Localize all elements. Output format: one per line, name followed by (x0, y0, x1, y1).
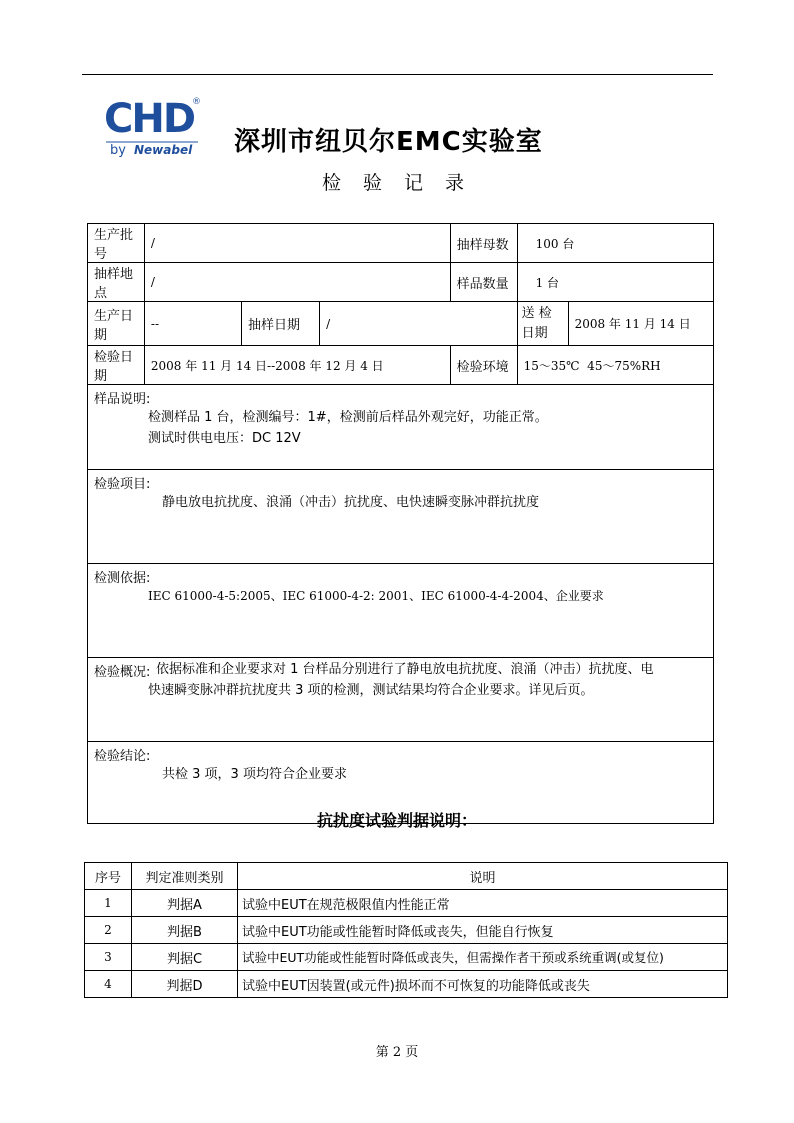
overview-section (88, 658, 714, 742)
batch-label: 生产批号 (88, 224, 145, 263)
place-value: / (144, 263, 450, 302)
test-date-label: 检验日期 (88, 346, 145, 385)
send-label-line2: 日期 (521, 325, 548, 341)
items-title: 检验项目: (94, 477, 151, 492)
company-logo (104, 94, 208, 160)
row-desc: 试验中EUT因装置(或元件)损坏而不可恢复的功能降低或丧失 (238, 971, 728, 998)
logo-text: CHD (104, 96, 195, 142)
env-value: 15～35℃ 45～75%RH (517, 346, 713, 385)
sample-date-label: 抽样日期 (241, 302, 319, 346)
basis-section (88, 564, 714, 658)
table-row (85, 917, 728, 944)
criteria-title: 抗扰度试验判据说明： (316, 811, 477, 830)
header-rule (82, 74, 713, 75)
header-desc: 说明 (238, 863, 728, 890)
row-category: 判据D (132, 971, 238, 998)
row-desc: 试验中EUT在规范极限值内性能正常 (238, 890, 728, 917)
overview-line-2: 快速瞬变脉冲群抗扰度共 3 项的检测，测试结果均符合企业要求。详见后页。 (148, 683, 594, 698)
criteria-header-row (85, 863, 728, 890)
send-date-label (517, 302, 568, 346)
prod-date-label: 生产日期 (88, 302, 145, 346)
conclusion-title: 检验结论: (94, 749, 151, 764)
test-date-value: 2008 年 11 月 14 日--2008 年 12 月 4 日 (144, 346, 450, 385)
table-row (85, 971, 728, 998)
items-line-1: 静电放电抗扰度、浪涌（冲击）抗扰度、电快速瞬变脉冲群抗扰度 (162, 495, 540, 510)
prod-date-value: -- (144, 302, 241, 346)
row-category: 判据B (132, 917, 238, 944)
sample-date-value: / (320, 302, 517, 346)
send-label-line1: 送 检 (521, 305, 552, 321)
row-category: 判据C (132, 944, 238, 971)
row-desc: 试验中EUT功能或性能暂时降低或丧失，但需操作者干预或系统重调(或复位) (238, 944, 728, 971)
row-desc: 试验中EUT功能或性能暂时降低或丧失，但能自行恢复 (238, 917, 728, 944)
row-category: 判据A (132, 890, 238, 917)
row-no: 4 (85, 971, 132, 998)
row-no: 1 (85, 890, 132, 917)
inspection-info-table (87, 223, 714, 824)
page-number: 第 2 页 (375, 1045, 419, 1060)
basis-title: 检测依据: (94, 571, 151, 586)
logo-mark: ® (192, 97, 201, 107)
batch-value: / (144, 224, 450, 263)
conclusion-line-1: 共检 3 项，3 项均符合企业要求 (162, 767, 347, 782)
env-label: 检验环境 (450, 346, 517, 385)
items-section (88, 470, 714, 564)
document-title: 检验记录 (322, 172, 487, 194)
row-no: 2 (85, 917, 132, 944)
qty-label: 样品数量 (450, 263, 517, 302)
basis-line-1: IEC 61000-4-5:2005、IEC 61000-4-2: 2001、IEC 61000-4-4-2004、企业要求 (148, 589, 604, 603)
logo-by: by (110, 143, 126, 158)
lab-name: 深圳市纽贝尔EMC实验室 (234, 127, 543, 157)
overview-line-1: 依据标准和企业要求对 1 台样品分别进行了静电放电抗扰度、浪涌（冲击）抗扰度、电 (156, 662, 654, 677)
row-no: 3 (85, 944, 132, 971)
table-row (85, 944, 728, 971)
sample-line-1: 检测样品 1 台，检测编号：1#，检测前后样品外观完好，功能正常。 (148, 410, 548, 425)
place-label: 抽样地点 (88, 263, 145, 302)
header-category: 判定准则类别 (132, 863, 238, 890)
sample-section (88, 385, 714, 470)
base-value: 100 台 (517, 224, 713, 263)
sample-line-2: 测试时供电电压：DC 12V (148, 431, 301, 446)
send-date-value: 2008 年 11 月 14 日 (568, 302, 713, 346)
sample-title: 样品说明: (94, 392, 151, 407)
logo-brand: Newabel (134, 143, 193, 157)
header-no: 序号 (85, 863, 132, 890)
base-label: 抽样母数 (450, 224, 517, 263)
overview-title: 检验概况: (94, 665, 151, 680)
table-row (85, 890, 728, 917)
criteria-table (84, 862, 728, 998)
qty-value: 1 台 (517, 263, 713, 302)
